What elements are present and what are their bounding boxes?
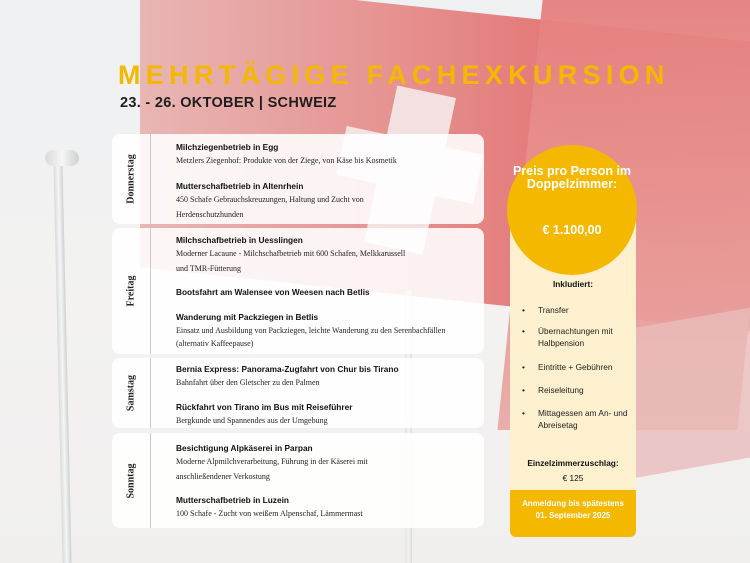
item-title: Mutterschafbetrieb in Luzein — [176, 495, 289, 505]
list-item — [176, 402, 476, 429]
bullet-icon: • — [522, 408, 525, 418]
item-title: Mutterschafbetrieb in Altenrhein — [176, 181, 304, 191]
item-description: Einsatz und Ausbildung von Packziegen, leichte Wanderung zu den Serenbachfällen (alternativ Kaffeepause) — [176, 326, 446, 348]
item-description: Bahnfahrt über den Gletscher zu den Palmen — [176, 378, 320, 387]
list-item — [176, 312, 446, 350]
item-description: 450 Schafe Gebrauchskreuzungen, Haltung und Zucht von Herdenschutzhunden — [176, 195, 364, 219]
page-title: MEHRTÄGIGE FACHEXKURSION — [118, 60, 670, 90]
list-item — [176, 443, 416, 484]
day-label-cell — [112, 228, 151, 354]
day-label-cell — [112, 433, 151, 528]
supplement-label: Einzelzimmerzuschlag: — [527, 458, 619, 468]
page-subtitle: 23. - 26. OKTOBER | SCHWEIZ — [120, 95, 337, 111]
price-circle — [507, 145, 637, 275]
included-item: Mittagessen am An- und Abreisetag — [538, 408, 628, 430]
day-label: Samstag — [125, 374, 137, 412]
list-item — [176, 495, 476, 522]
bullet-icon: • — [522, 326, 525, 336]
supplement-value: € 125 — [562, 473, 584, 483]
list-item — [176, 235, 416, 276]
item-title: Milchziegenbetrieb in Egg — [176, 142, 279, 152]
item-title: Wanderung mit Packziegen in Betlis — [176, 312, 319, 322]
day-label: Sonntag — [125, 462, 137, 499]
included-item: Übernachtungen mit Halbpension — [538, 326, 613, 348]
included-item: Eintritte + Gebühren — [538, 362, 613, 372]
item-title: Rückfahrt von Tirano im Bus mit Reiseführer — [176, 402, 353, 412]
day-card-sunday — [112, 433, 484, 528]
item-title: Bootsfahrt am Walensee von Weesen nach Betlis — [176, 287, 370, 297]
day-label-cell — [112, 358, 151, 428]
item-title: Bernia Express: Panorama-Zugfahrt von Chur bis Tirano — [176, 364, 399, 374]
list-item — [176, 364, 476, 391]
day-card-friday — [112, 228, 484, 354]
flagpole-top — [45, 150, 79, 166]
price-value: € 1.100,00 — [542, 223, 602, 237]
registration-text: Anmeldung bis spätestens — [522, 499, 624, 508]
item-description: Moderne Alpmilchverarbeitung, Führung in der Käserei mit anschließendener Verkostung — [176, 457, 368, 481]
item-title: Milchschafbetrieb in Uesslingen — [176, 235, 303, 245]
included-item: Transfer — [538, 305, 569, 315]
list-item — [176, 142, 476, 169]
item-title: Besichtigung Alpkäserei in Parpan — [176, 443, 313, 453]
bullet-icon: • — [522, 362, 525, 372]
price-label: Preis pro Person im Doppelzimmer: — [512, 164, 632, 191]
day-label: Donnerstag — [125, 154, 137, 204]
item-description: Moderner Lacaune - Milchschafbetrieb mit 600 Schafen, Melkkarussell und TMR-Fütterung — [176, 249, 406, 273]
day-card-thursday — [112, 134, 484, 224]
bullet-icon: • — [522, 305, 525, 315]
item-description: Metzlers Ziegenhof: Produkte von der Ziege, von Käse bis Kosmetik — [176, 156, 397, 165]
bullet-icon: • — [522, 385, 525, 395]
list-item — [176, 287, 476, 297]
day-card-saturday — [112, 358, 484, 428]
registration-deadline-box — [510, 490, 636, 537]
day-label-cell — [112, 134, 151, 224]
day-label: Freitag — [125, 275, 137, 307]
registration-date: 01. September 2025 — [535, 511, 611, 520]
list-item — [176, 181, 411, 222]
included-item: Reiseleitung — [538, 385, 584, 395]
item-description: Bergkunde und Spannendes aus der Umgebung — [176, 416, 328, 425]
item-description: 100 Schafe - Zucht von weißem Alpenschaf, Lämmermast — [176, 509, 363, 518]
included-heading: Inkludiert: — [552, 279, 594, 289]
